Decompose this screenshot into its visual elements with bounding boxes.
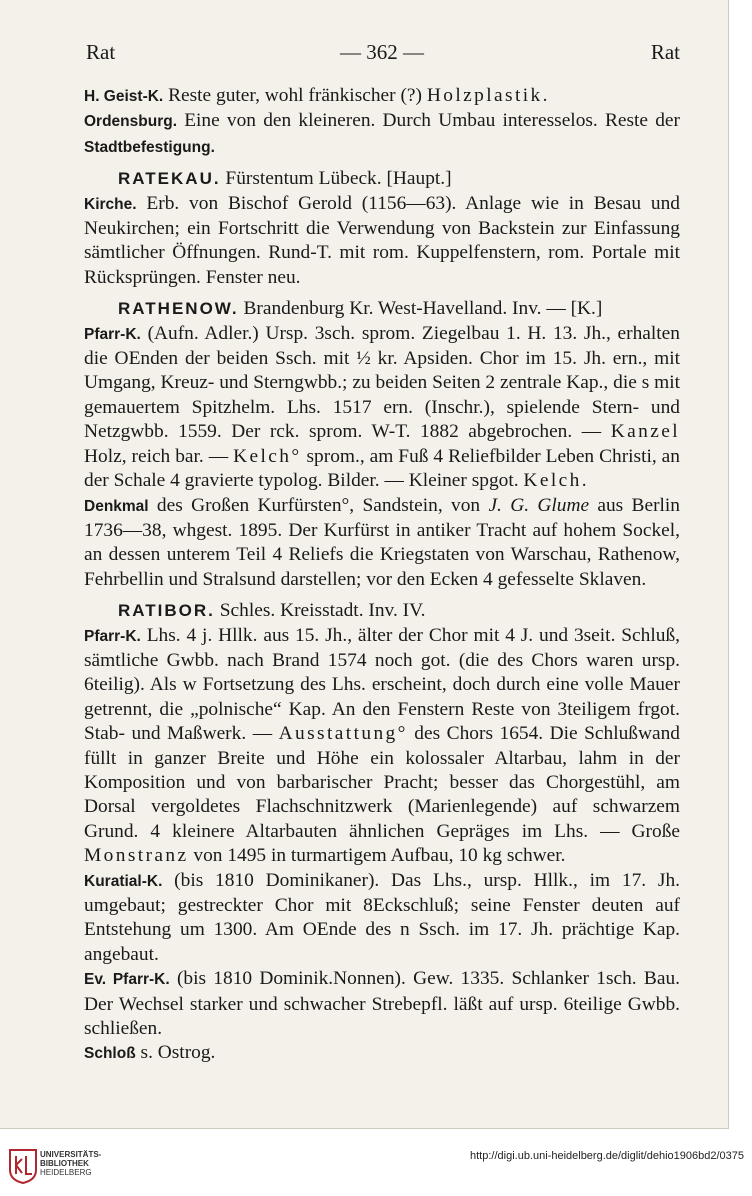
place-heading-ratekau: RATEKAU. Fürstentum Lübeck. [Haupt.] — [118, 168, 452, 190]
entry-kirche: Kirche. Erb. von Bischof Gerold (1156—63). Anlage wie in Besau und Neukirchen; ein Fortschritt die Verwendung von Backstein zur Einfassung sämtlicher Öffnungen. Rund-T. mit rom. Kuppelfenstern, rom. Portale mit Rücksprüngen. Fenster neu. — [84, 192, 680, 288]
entry-h-geist-k: H. Geist-K. Reste guter, wohl fränkischer (?) Holzplastik. — [84, 85, 550, 106]
page-number: — 362 — — [340, 40, 424, 64]
entry-pfarr-k-ratibor: Pfarr-K. Lhs. 4 j. Hllk. aus 15. Jh., älter der Chor mit 4 J. und 3seit. Schluß, sämtliche Gwbb. nach Brand 1574 noch got. (die des Chors waren ursp. 6teilig). Als w Fortsetzung des Lhs. erscheint, doch durch eine volle Mauer getrennt, die „polnische“ Kap. An den Fenstern Reste von 3teiligem frgot. Stab- und Maßwerk. — Ausstattung° des Chors 1654. Die Schlußwand füllt in ganzer Breite und Höhe ein kolossaler Altarbau, lahm in der Komposition und von barbarischer Pracht; besser das Chorgestühl, am Dorsal vergoldetes Flachschnitzwerk (Marienlegende) auf schwarzem Grund. 4 kleinere Altarbauten ähnlichen Gepräges im Lhs. — Große Monstranz von 1495 in turmartigem Aufbau, 10 kg schwer. — [84, 624, 680, 867]
university-library-logo-icon — [8, 1146, 38, 1184]
header-right: Rat — [650, 40, 680, 64]
page-body — [84, 84, 680, 1067]
entry-pfarr-k-rathenow: Pfarr-K. (Aufn. Adler.) Ursp. 3sch. sprom. Ziegelbau 1. H. 13. Jh., erhalten die OEnden der beiden Ssch. mit ½ kr. Apsiden. Chor im 15. Jh. ern., mit Umgang, Kreuz- und Sterngwbb.; zu beiden Seiten 2 zentrale Kap., die s mit gemauertem Spitzhelm. Lhs. 1517 ern. (Inschr.), spielende Stern- und Netzgwbb. 1559. Der rck. sprom. W-T. 1882 abgebrochen. — Kanzel Holz, reich bar. — Kelch° sprom., am Fuß 4 Reliefbilder Leben Christi, an der Schale 4 gravierte typolog. Bilder. — Kleiner spgot. Kelch. — [84, 322, 680, 492]
source-url-link[interactable]: http://digi.ub.uni-heidelberg.de/diglit/dehio1906bd2/0375 — [470, 1150, 744, 1162]
running-header — [84, 40, 680, 68]
digitization-footer — [0, 1140, 752, 1196]
entry-ev-pfarr-k: Ev. Pfarr-K. (bis 1810 Dominik.Nonnen). Gew. 1335. Schlanker 1sch. Bau. Der Wechsel starker und schwacher Strebepfl. läßt auf ursp. 6teilige Gwbb. schließen. — [84, 968, 680, 1040]
library-name: UNIVERSITÄTS- BIBLIOTHEK HEIDELBERG — [40, 1150, 102, 1177]
place-heading-ratibor: RATIBOR. Schles. Kreisstadt. Inv. IV. — [118, 600, 426, 622]
entry-ordensburg: Ordensburg. Eine von den kleineren. Durch Umbau interesselos. Reste der Stadtbefestigung. — [84, 110, 680, 156]
entry-schloss: Schloß s. Ostrog. — [84, 1042, 216, 1064]
entry-denkmal: Denkmal des Großen Kurfürsten°, Sandstein, von J. G. Glume aus Berlin 1736—38, whgest. 1895. Der Kurfürst in antiker Tracht auf hohem Sockel, an dessen unterem Teil 4 Reliefs die Kriegstaten von Warschau, Rathenow, Fehrbellin und Stralsund darstellen; vor den Ecken 4 gefesselte Sklaven. — [84, 494, 680, 590]
header-left: Rat — [86, 40, 116, 64]
entry-kuratial-k: Kuratial-K. (bis 1810 Dominikaner). Das Lhs., ursp. Hllk., im 17. Jh. umgebaut; gestreckter Chor mit 8Eckschluß; seine Fenster deuten auf Entstehung um 1300. Am OEnde des n Ssch. im 17. Jh. prächtige Kap. angebaut. — [84, 869, 680, 965]
place-heading-rathenow: RATHENOW. Brandenburg Kr. West-Havelland. Inv. — [K.] — [118, 298, 603, 320]
